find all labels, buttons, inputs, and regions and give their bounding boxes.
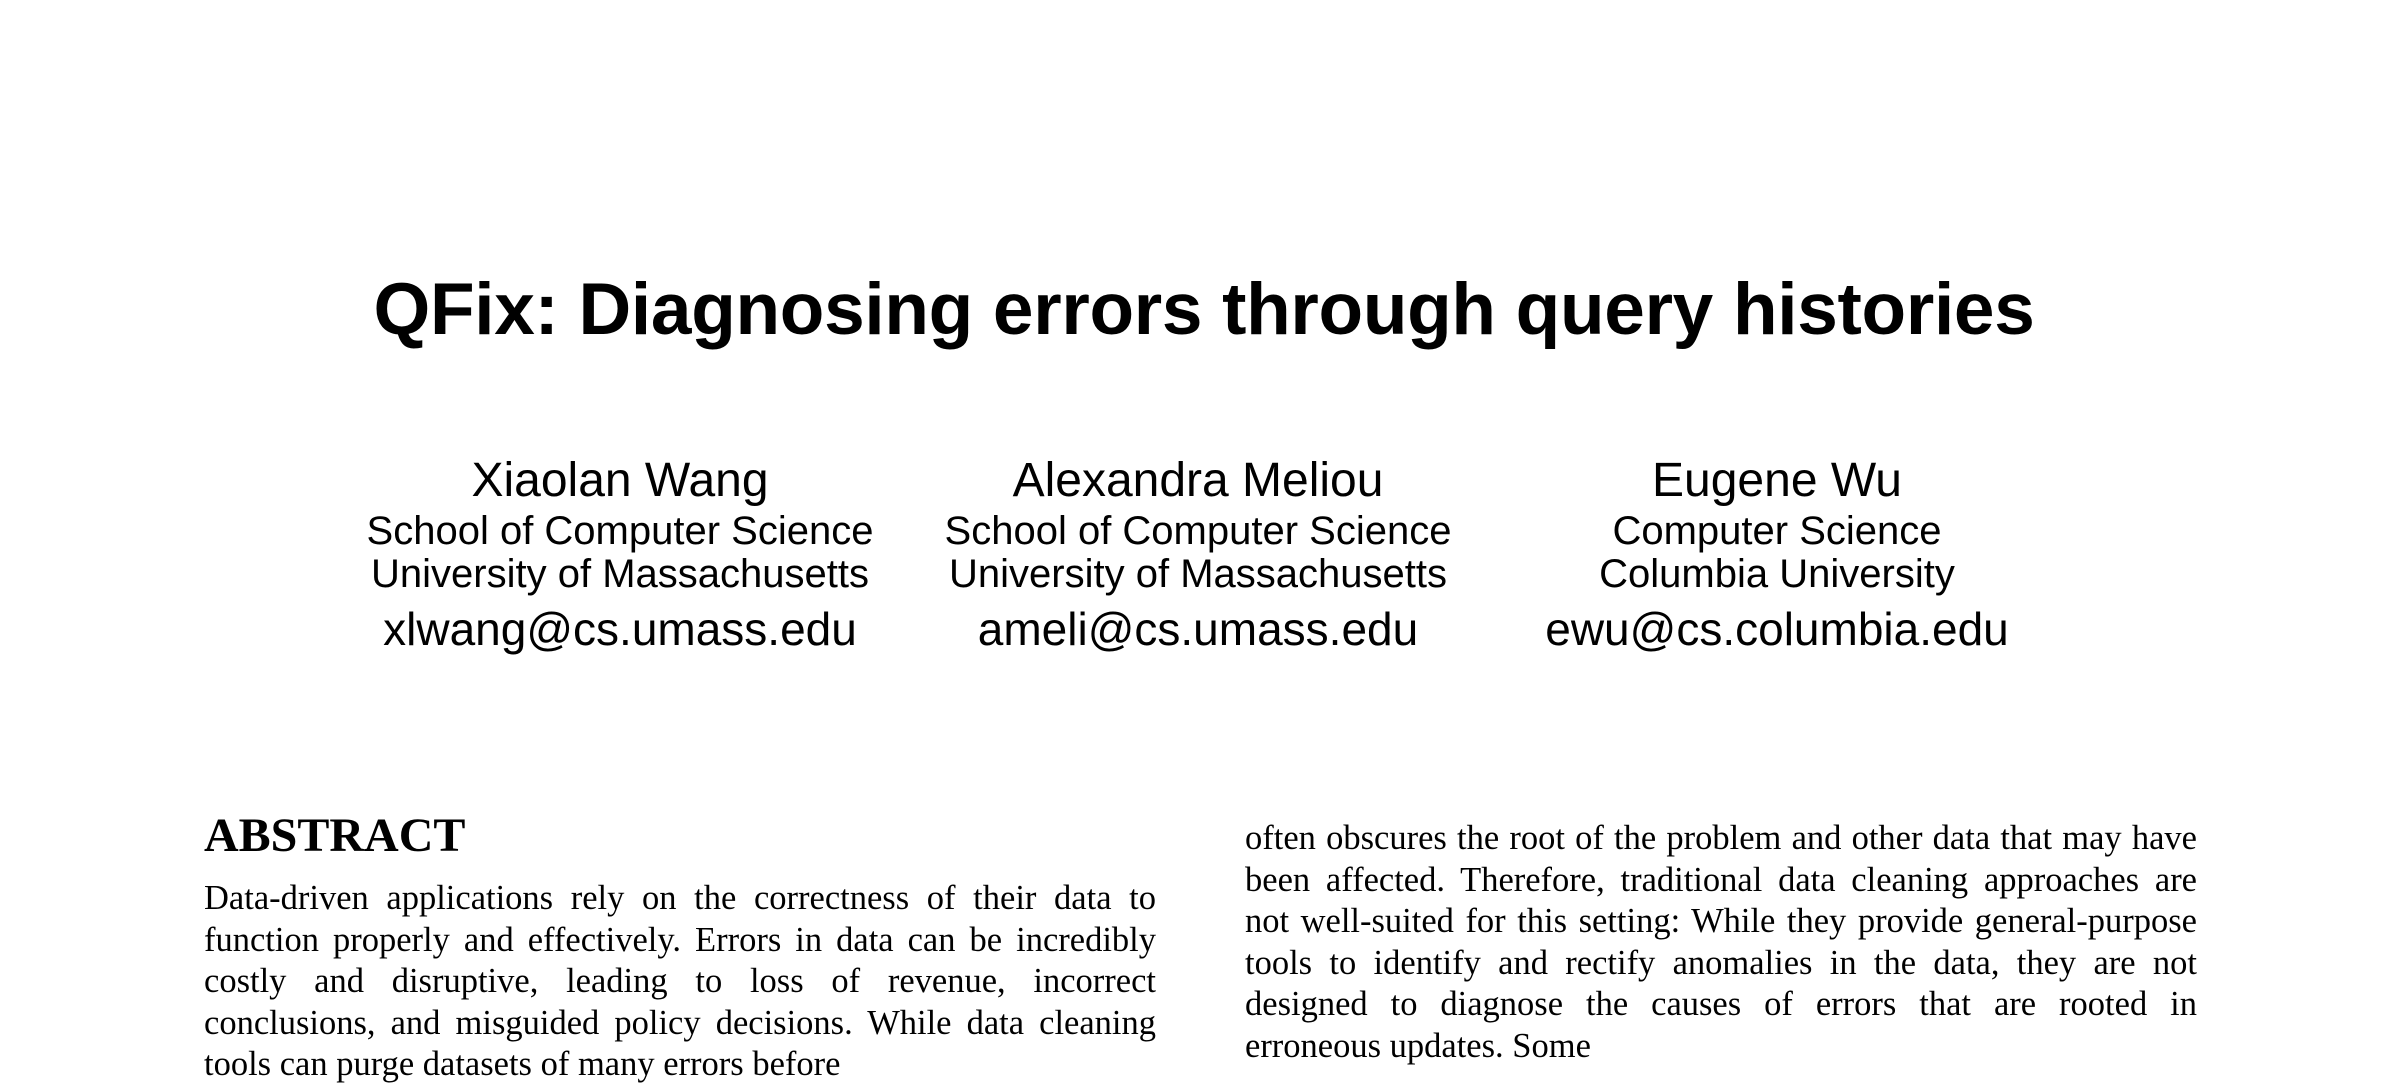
left-column bbox=[204, 808, 1156, 1086]
author-email: xlwang@cs.umass.edu bbox=[383, 603, 857, 655]
author-department: School of Computer Science bbox=[366, 509, 874, 553]
author-2 bbox=[918, 452, 1478, 660]
author-email: ameli@cs.umass.edu bbox=[977, 603, 1419, 655]
abstract-heading: ABSTRACT bbox=[204, 809, 466, 862]
author-institution: University of Massachusetts bbox=[949, 552, 1447, 596]
abstract-text-right: often obscures the root of the problem and other data that may have been affected. Therefore, traditional data cleaning approaches are not well-suited for this setting: While they provide general-purpose tools to identify and rectify anomalies in the data, they are not designed to diagnose the causes of errors that are rooted in erroneous updates. Some bbox=[1245, 819, 2197, 1065]
author-institution: University of Massachusetts bbox=[371, 552, 869, 596]
author-department: Computer Science bbox=[1612, 509, 1942, 553]
author-name: Alexandra Meliou bbox=[1012, 454, 1384, 507]
abstract-text-left: Data-driven applications rely on the correctness of their data to function properly and effectively. Errors in data can be incredibly costly and disruptive, leading to loss of revenue, incorrect conclusions, and misguided policy decisions. While data cleaning tools can purge datasets of many errors before bbox=[204, 879, 1156, 1083]
author-1 bbox=[340, 452, 900, 660]
author-3 bbox=[1497, 452, 2057, 660]
right-column bbox=[1245, 818, 2197, 1067]
author-name: Xiaolan Wang bbox=[471, 454, 769, 507]
author-name: Eugene Wu bbox=[1652, 454, 1902, 507]
author-email: ewu@cs.columbia.edu bbox=[1545, 603, 2009, 655]
author-institution: Columbia University bbox=[1599, 552, 1955, 596]
author-block bbox=[0, 452, 2408, 672]
paper-title: QFix: Diagnosing errors through query histories bbox=[373, 269, 2035, 350]
author-department: School of Computer Science bbox=[944, 509, 1452, 553]
